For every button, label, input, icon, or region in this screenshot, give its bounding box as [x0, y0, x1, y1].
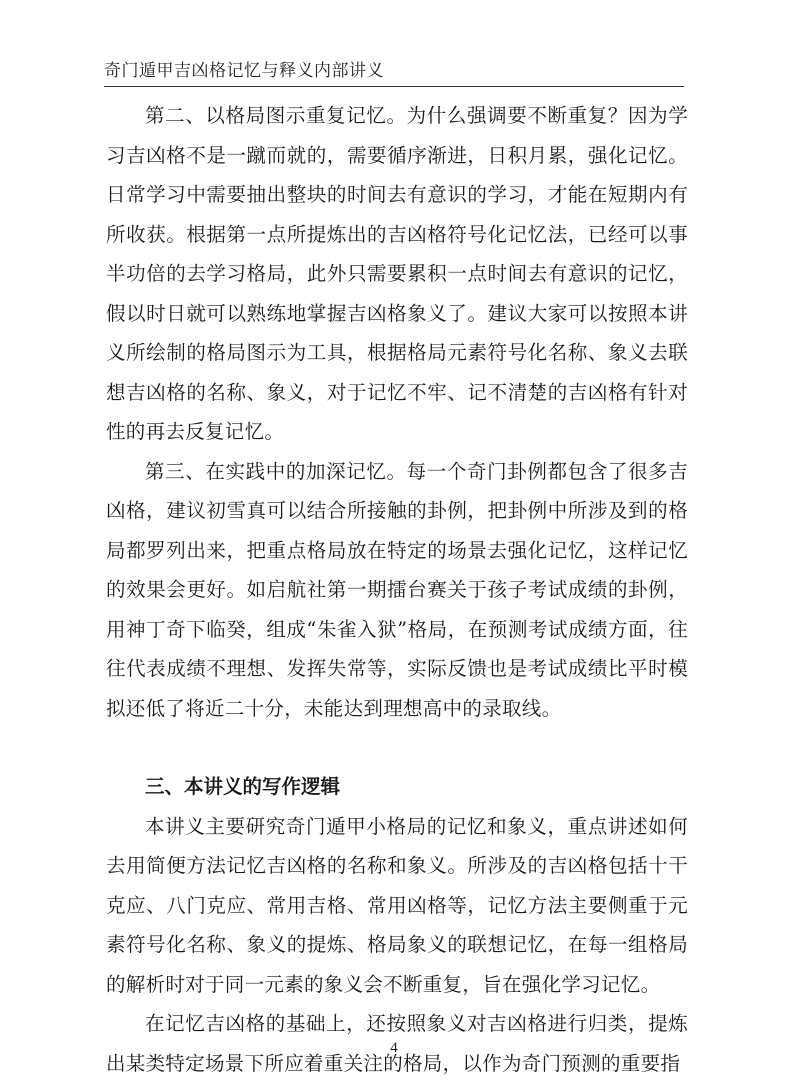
paragraph-practice: 第三、在实践中的加深记忆。每一个奇门卦例都包含了很多吉凶格，建议初雪真可以结合所接触的卦例，把卦例中所涉及到的格局都罗列出来，把重点格局放在特定的场景去强化记忆，这样记忆的效果会更好。如启航社第一期擂台赛关于孩子考试成绩的卦例，用神丁奇下临癸，组成“朱雀入狱”格局，在预测考试成绩方面，往往代表成绩不理想、发挥失常等，实际反馈也是考试成绩比平时模拟还低了将近二十分，未能达到理想高中的录取线。 [106, 459, 688, 720]
header-divider [104, 86, 684, 87]
running-header: 奇门遁甲吉凶格记忆与释义内部讲义 [104, 61, 384, 81]
paragraph-writing-logic: 本讲义主要研究奇门遁甲小格局的记忆和象义，重点讲述如何去用简便方法记忆吉凶格的名称和象义。所涉及的吉凶格包括十干克应、八门克应、常用吉格、常用凶格等，记忆方法主要侧重于元素符号化名称、象义的提炼、格局象义的联想记忆，在每一组格局的解析时对于同一元素的象义会不断重复，旨在强化学习记忆。 [106, 814, 688, 996]
section-heading: 三、本讲义的写作逻辑 [145, 775, 341, 798]
section-spacer [106, 728, 688, 767]
paragraph-repetition: 第二、以格局图示重复记忆。为什么强调要不断重复？因为学习吉凶格不是一蹴而就的，需要循序渐进，日积月累，强化记忆。日常学习中需要抽出整块的时间去有意识的学习，才能在短期内有所收获。根据第一点所提炼出的吉凶格符号化记忆法，已经可以事半功倍的去学习格局，此外只需要累积一点时间去有意识的记忆，假以时日就可以熟练地掌握吉凶格象义了。建议大家可以按照本讲义所绘制的格局图示为工具，根据格局元素符号化名称、象义去联想吉凶格的名称、象义，对于记忆不牢、记不清楚的吉凶格有针对性的再去反复记忆。 [106, 104, 688, 443]
page-body [106, 96, 688, 1083]
page-number: 4 [390, 1040, 398, 1056]
paragraph-classification: 在记忆吉凶格的基础上，还按照象义对吉凶格进行归类，提炼出某类特定场景下所应着重关注的格局，以作为奇门预测的重要指 [106, 1012, 688, 1075]
